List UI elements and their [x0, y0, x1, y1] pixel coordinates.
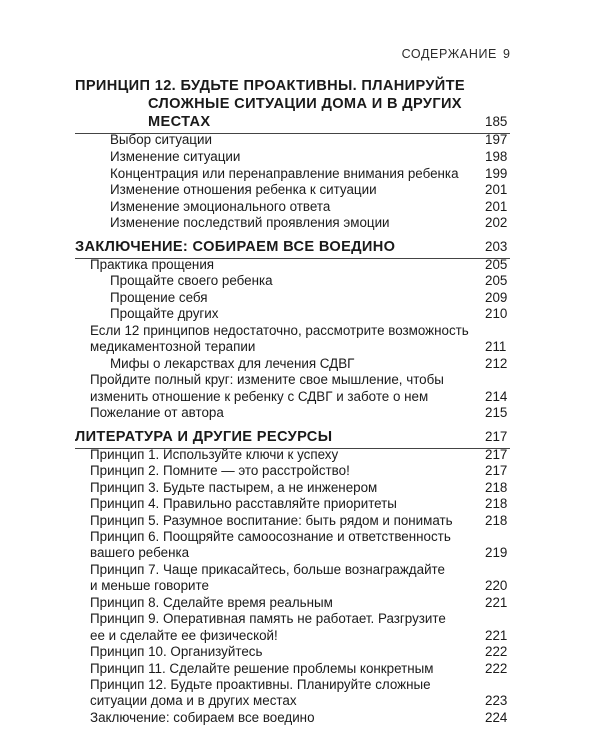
toc-entry-title: Принцип 5. Разумное воспитание: быть рядом и понимать — [90, 513, 453, 528]
toc-page-number: 212 — [485, 356, 508, 371]
toc-entry — [0, 272, 600, 289]
toc-entry — [0, 512, 600, 529]
toc-entry — [0, 148, 600, 165]
toc-entry-title: Концентрация или перенаправление внимания ребенка — [110, 166, 459, 181]
toc-heading-part12-line1 — [0, 77, 600, 95]
toc-page-number: 205 — [485, 273, 508, 288]
toc-entry-title: Изменение последствий проявления эмоции — [110, 215, 390, 230]
toc-entry-title: Принцип 4. Правильно расставляйте приоритеты — [90, 496, 397, 511]
toc-entry-title: Принцип 7. Чаще прикасайтесь, больше вознаграждайте — [90, 562, 445, 577]
toc-entry — [0, 594, 600, 611]
toc-entry-title: вашего ребенка — [90, 545, 190, 560]
toc-page-number: 185 — [485, 114, 508, 129]
toc-entry-title: Изменение отношения ребенка к ситуации — [110, 182, 377, 197]
toc-entry — [0, 627, 600, 644]
toc-heading-text: СЛОЖНЫЕ СИТУАЦИИ ДОМА И В ДРУГИХ — [148, 96, 462, 112]
toc-entry — [0, 198, 600, 215]
toc-page-number: 222 — [485, 661, 508, 676]
toc-page-number: 224 — [485, 710, 508, 725]
toc-heading-conclusion — [0, 238, 600, 256]
toc-entry-title: изменить отношение к ребенку с СДВГ и заботе о нем — [90, 389, 429, 404]
toc-page-number: 201 — [485, 182, 508, 197]
toc-entry — [0, 322, 600, 339]
toc-page-number: 217 — [485, 447, 508, 462]
toc-page-number: 218 — [485, 513, 508, 528]
toc-entry-title: медикаментозной терапии — [90, 339, 256, 354]
toc-heading-text: МЕСТАХ — [148, 114, 211, 130]
toc-entry-title: Принцип 8. Сделайте время реальным — [90, 595, 333, 610]
toc-entry-title: Если 12 принципов недостаточно, рассмотрите возможность — [90, 323, 469, 338]
toc-entry-title: Пройдите полный круг: измените свое мышление, чтобы — [90, 372, 444, 387]
toc-page-number: 221 — [485, 628, 508, 643]
toc-page-number: 220 — [485, 578, 508, 593]
toc-page-number: 217 — [485, 429, 508, 444]
running-head-title: СОДЕРЖАНИЕ — [401, 47, 497, 61]
toc-entry — [0, 404, 600, 421]
toc-page-number: 218 — [485, 480, 508, 495]
toc-entry-title: Практика прощения — [90, 257, 215, 272]
toc-entry-title: Изменение эмоционального ответа — [110, 199, 331, 214]
toc-entry — [0, 446, 600, 463]
toc-page-number: 209 — [485, 290, 508, 305]
toc-entry-title: Заключение: собираем все воедино — [90, 710, 315, 725]
toc-entry-title: Принцип 2. Помните — это расстройство! — [90, 463, 350, 478]
toc-entry — [0, 561, 600, 578]
toc-entry-title: Прощайте других — [110, 306, 219, 321]
running-head — [0, 47, 600, 63]
toc-entry — [0, 462, 600, 479]
toc-heading-part12-line2 — [0, 95, 600, 113]
toc-entry-title: Выбор ситуации — [110, 132, 212, 147]
toc-entry — [0, 181, 600, 198]
toc-entry — [0, 577, 600, 594]
toc-entry-title: Мифы о лекарствах для лечения СДВГ — [110, 356, 355, 371]
toc-heading-text: ПРИНЦИП 12. БУДЬТЕ ПРОАКТИВНЫ. ПЛАНИРУЙТЕ — [75, 78, 465, 94]
toc-page-number: 214 — [485, 389, 508, 404]
toc-heading-part12-line3 — [0, 113, 600, 131]
toc-entry — [0, 214, 600, 231]
toc-entry — [0, 643, 600, 660]
page-number: 9 — [503, 47, 510, 61]
toc-entry — [0, 305, 600, 322]
toc-page-number: 201 — [485, 199, 508, 214]
toc-page-number: 202 — [485, 215, 508, 230]
toc-page-number: 198 — [485, 149, 508, 164]
toc-entry — [0, 256, 600, 273]
toc-entry — [0, 131, 600, 148]
toc-entry — [0, 544, 600, 561]
toc-entry — [0, 676, 600, 693]
toc-entry — [0, 660, 600, 677]
toc-page-number: 215 — [485, 405, 508, 420]
toc-entry-title: Принцип 12. Будьте проактивны. Планируйте сложные — [90, 677, 431, 692]
toc-heading-text: ЛИТЕРАТУРА И ДРУГИЕ РЕСУРСЫ — [75, 429, 333, 445]
toc-entry-title: Принцип 3. Будьте пастырем, а не инженером — [90, 480, 378, 495]
toc-entry-title: Принцип 1. Используйте ключи к успеху — [90, 447, 339, 462]
toc-entry — [0, 371, 600, 388]
toc-entry-title: ее и сделайте ее физической! — [90, 628, 278, 643]
toc-entry — [0, 338, 600, 355]
toc-page-number: 222 — [485, 644, 508, 659]
toc-page-number: 223 — [485, 693, 508, 708]
toc-heading-text: ЗАКЛЮЧЕНИЕ: СОБИРАЕМ ВСЕ ВОЕДИНО — [75, 239, 396, 255]
toc-entry — [0, 495, 600, 512]
toc-page-number: 219 — [485, 545, 508, 560]
toc-entry — [0, 165, 600, 182]
toc-page-number: 218 — [485, 496, 508, 511]
toc-page-number: 197 — [485, 132, 508, 147]
toc-entry-title: Пожелание от автора — [90, 405, 224, 420]
toc-entry — [0, 289, 600, 306]
toc-entry — [0, 528, 600, 545]
toc-entry — [0, 355, 600, 372]
toc-entry — [0, 692, 600, 709]
toc-entry-title: и меньше говорите — [90, 578, 209, 593]
toc-page-number: 203 — [485, 239, 508, 254]
toc-entry-title: Прощение себя — [110, 290, 208, 305]
toc-page-number: 199 — [485, 166, 508, 181]
toc-entry — [0, 610, 600, 627]
toc-page-number: 205 — [485, 257, 508, 272]
toc-entry-title: Принцип 10. Организуйтесь — [90, 644, 263, 659]
toc-entry-title: Прощайте своего ребенка — [110, 273, 273, 288]
toc-entry — [0, 479, 600, 496]
toc-page-number: 211 — [485, 339, 507, 354]
toc-heading-literature — [0, 428, 600, 446]
toc-entry-title: Принцип 6. Поощряйте самоосознание и ответственность — [90, 529, 451, 544]
toc-entry-title: Принцип 9. Оперативная память не работает. Разгрузите — [90, 611, 446, 626]
toc-entry-title: Принцип 11. Сделайте решение проблемы конкретным — [90, 661, 434, 676]
toc-entry-title: ситуации дома и в других местах — [90, 693, 297, 708]
toc-page-number: 217 — [485, 463, 508, 478]
toc-entry — [0, 709, 600, 726]
toc-page-number: 221 — [485, 595, 508, 610]
toc-entry-title: Изменение ситуации — [110, 149, 241, 164]
toc-page-number: 210 — [485, 306, 508, 321]
toc-entry — [0, 388, 600, 405]
